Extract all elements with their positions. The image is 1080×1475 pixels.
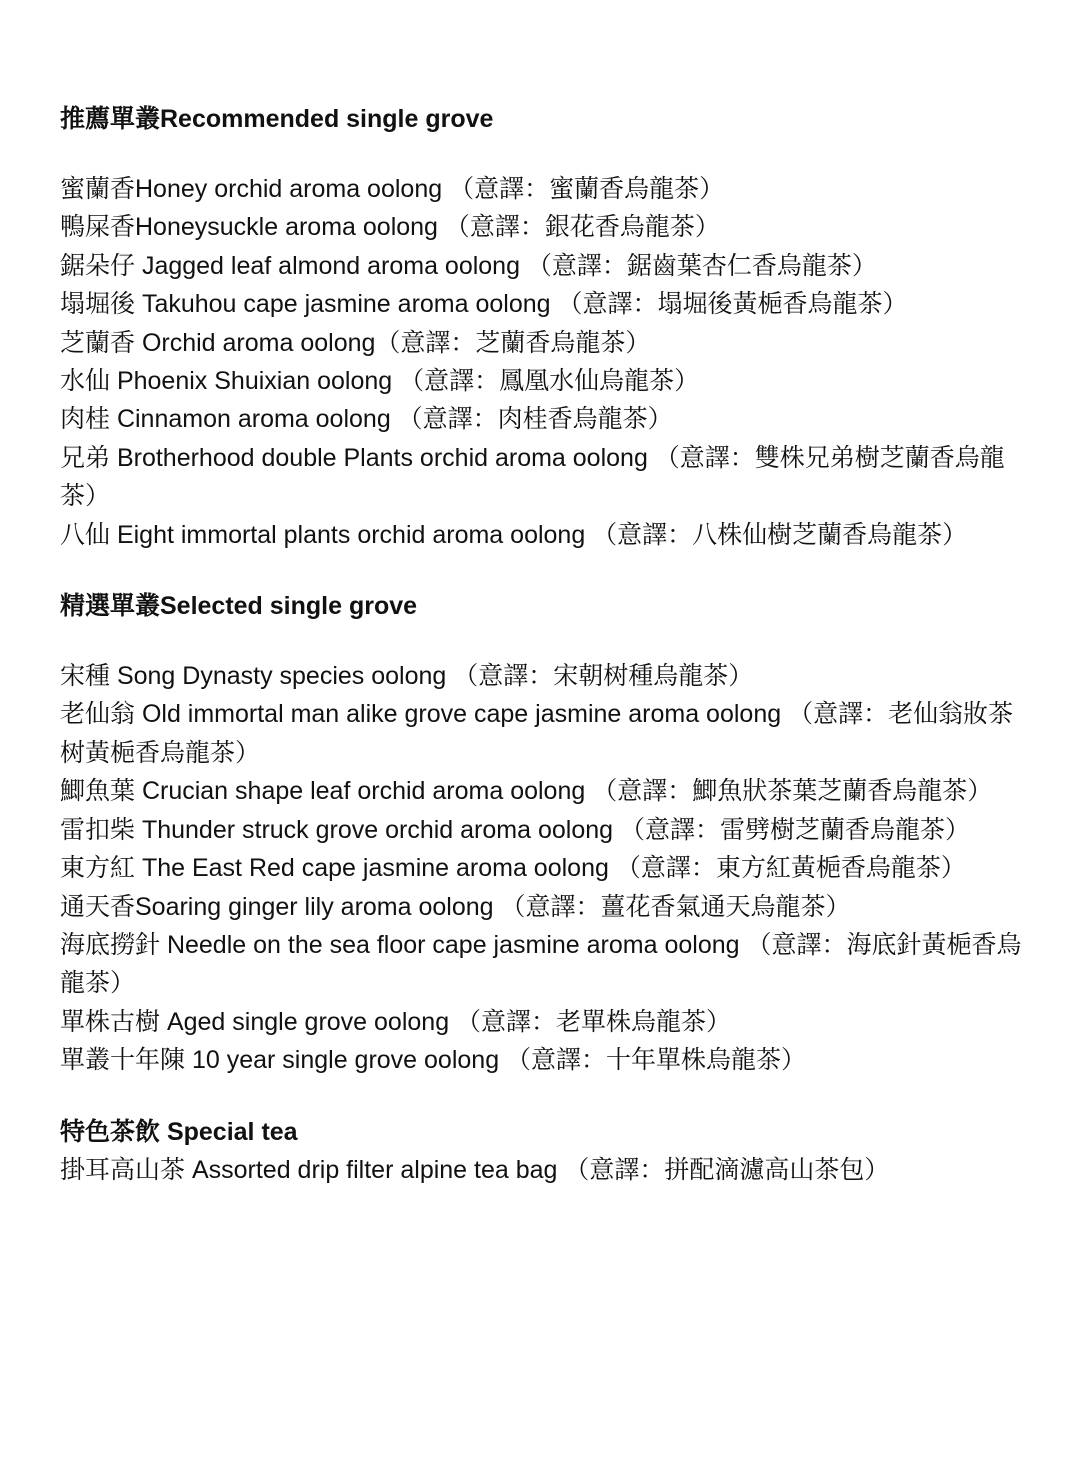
list-item: 鋸朵仔 Jagged leaf almond aroma oolong （意譯：鋸齒葉杏仁香烏龍茶） — [60, 251, 877, 280]
list-item: 單叢十年陳 10 year single grove oolong （意譯：十年單株烏龍茶） — [60, 1046, 807, 1075]
list-item: 八仙 Eight immortal plants orchid aroma oolong （意譯：八株仙樹芝蘭香烏龍茶） — [60, 520, 968, 549]
section-title-selected: 精選單叢Selected single grove — [60, 592, 418, 621]
list-item: 單株古樹 Aged single grove oolong （意譯：老單株烏龍茶） — [60, 1007, 732, 1036]
list-item: 掛耳高山茶 Assorted drip filter alpine tea bag （意譯：拼配滴濾高山茶包） — [60, 1155, 890, 1184]
list-item: 芝蘭香 Orchid aroma oolong（意譯：芝蘭香烏龍茶） — [60, 328, 651, 357]
selected-list — [60, 657, 1035, 1079]
section-title-special: 特色茶飲 Special tea — [60, 1117, 298, 1146]
list-item: 兄弟 Brotherhood double Plants orchid aroma oolong （意譯：雙株兄弟樹芝蘭香烏龍茶） — [60, 443, 1005, 511]
list-item: 肉桂 Cinnamon aroma oolong （意譯：肉桂香烏龍茶） — [60, 405, 673, 434]
list-item: 老仙翁 Old immortal man alike grove cape jasmine aroma oolong （意譯：老仙翁妝茶树黃梔香烏龍茶） — [60, 700, 1014, 767]
list-item: 雷扣柴 Thunder struck grove orchid aroma oolong （意譯：雷劈樹芝蘭香烏龍茶） — [60, 815, 970, 844]
special-list — [60, 1151, 1035, 1189]
list-item: 蜜蘭香Honey orchid aroma oolong （意譯：蜜蘭香烏龍茶） — [60, 175, 725, 203]
list-item: 水仙 Phoenix Shuixian oolong （意譯：鳳凰水仙烏龍茶） — [60, 367, 700, 396]
list-item: 鴨屎香Honeysuckle aroma oolong （意譯：銀花香烏龍茶） — [60, 213, 720, 242]
tea-menu-document — [60, 100, 1035, 1189]
section-title-recommended: 推薦單叢Recommended single grove — [60, 105, 494, 133]
recommended-list — [60, 170, 1035, 554]
list-item: 東方紅 The East Red cape jasmine aroma oolong （意譯：東方紅黃梔香烏龍茶） — [60, 854, 966, 883]
list-item: 塌堀後 Takuhou cape jasmine aroma oolong （意譯：塌堀後黃梔香烏龍茶） — [60, 290, 908, 319]
list-item: 宋種 Song Dynasty species oolong （意譯：宋朝树種烏龍茶） — [60, 662, 754, 691]
list-item: 鯽魚葉 Crucian shape leaf orchid aroma oolong （意譯：鯽魚狀茶葉芝蘭香烏龍茶） — [60, 777, 993, 806]
list-item: 海底撈針 Needle on the sea floor cape jasmine aroma oolong （意譯：海底針黃梔香烏龍茶） — [60, 930, 1022, 998]
list-item: 通天香Soaring ginger lily aroma oolong （意譯：薑花香氣通天烏龍茶） — [60, 892, 851, 921]
